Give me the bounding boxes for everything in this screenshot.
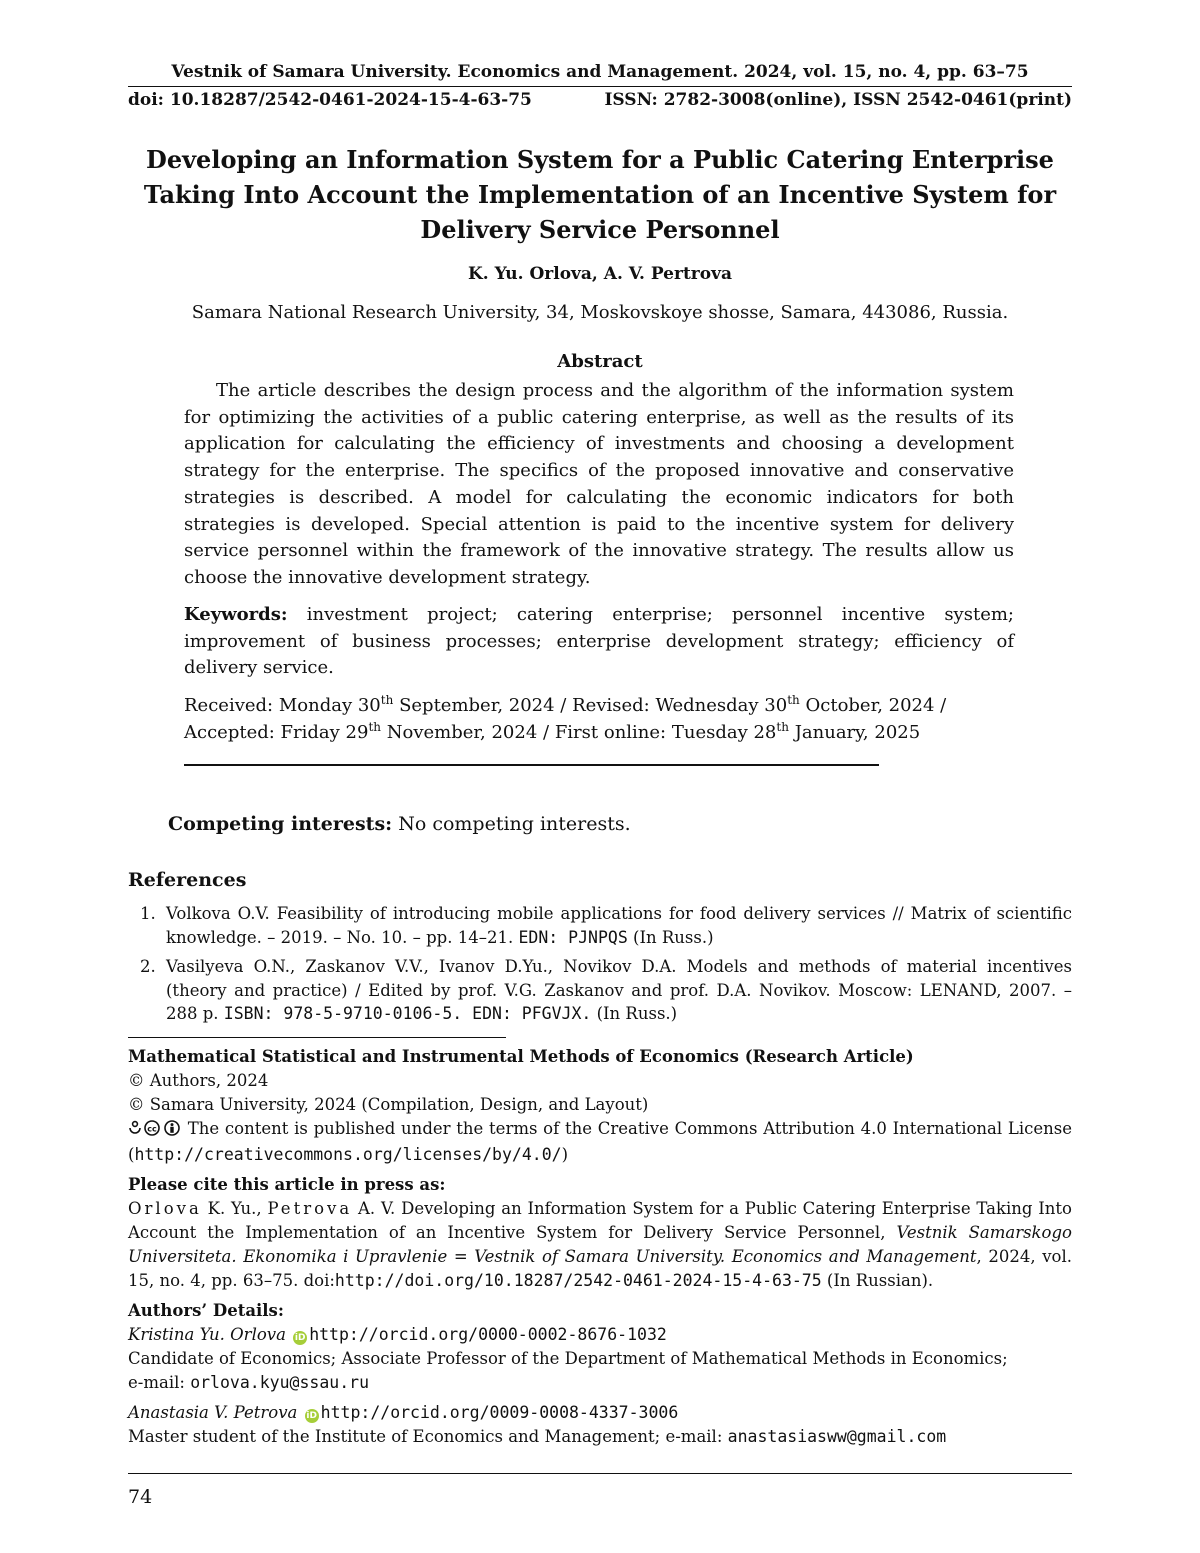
copyright-authors: © Authors, 2024 (128, 1071, 269, 1090)
accepted-label: Accepted: (184, 722, 275, 743)
section-label: Mathematical Statistical and Instrumental Methods of Economics (Research Article) (128, 1047, 914, 1066)
author1-name: Kristina Yu. Orlova (128, 1325, 286, 1344)
creative-commons-icon (128, 1119, 182, 1143)
author1-orcid-link[interactable]: http://orcid.org/0000-0002-8676-1032 (309, 1325, 667, 1344)
references-heading: References (128, 869, 247, 891)
abstract-heading: Abstract (557, 351, 643, 372)
list-item: 2. Vasilyeva O.N., Zaskanov V.V., Ivanov D.Yu., Novikov D.A. Models and methods of material incentives (theory and practice) / Edited by prof. V.G. Zaskanov and prof. D.A. Novikov. Moscow: LENAND, 2007. – 288 p. ISBN: 978-5-9710-0106-5. EDN: PFGVJX. (In Russ.) (140, 957, 1072, 1023)
author2-orcid-link[interactable]: http://orcid.org/0009-0008-4337-3006 (320, 1403, 679, 1422)
author1-description: Candidate of Economics; Associate Professor of the Department of Mathematical Methods in Economics; (128, 1349, 1008, 1368)
article-dates (184, 692, 1014, 746)
author1-line (128, 1323, 1072, 1347)
doi-issn-line (128, 90, 1072, 110)
competing-label: Competing interests: (168, 813, 393, 835)
competing-interests (168, 813, 631, 835)
affiliation: Samara National Research University, 34, Moskovskoye shosse, Samara, 443086, Russia. (191, 302, 1009, 323)
revised-label: Revised: (572, 695, 650, 716)
orcid-icon: iD (306, 1411, 317, 1421)
cite-label: Please cite this article in press as: (128, 1175, 446, 1194)
received-date: Monday 30th September, 2024 / (278, 693, 567, 716)
keywords-text: investment project; catering enterprise; personnel incentive system; improvement of business processes; enterprise development strategy; efficiency of delivery service. (184, 604, 1014, 678)
license-statement: cc The content is published under the terms of the Creative Commons Attribution 4.0 International License (http://creativecommons.org/licenses/by/4.0/) (128, 1119, 1072, 1164)
page-number: 74 (128, 1486, 153, 1508)
svg-text:cc: cc (147, 1124, 157, 1134)
author1-email-line: e-mail: orlova.kyu@ssau.ru (128, 1373, 369, 1392)
author2-line (128, 1401, 1072, 1425)
paper-title: Developing an Information System for a Public Catering Enterprise Taking Into Account the Implementation of an Incentive System for Delivery Service Personnel (143, 145, 1057, 244)
dates-rule (184, 764, 879, 766)
footnote-rule (128, 1037, 506, 1038)
reference-list (128, 902, 1072, 1032)
online-label: First online: (554, 722, 667, 743)
received-label: Received: (184, 695, 274, 716)
citation-text: Orlova K. Yu., Petrova A. V. Developing an Information System for a Public Catering Enterprise Taking Into Account the Implementation of an Incentive System for Delivery Service Personnel, Vestnik Samarskogo Universiteta. Ekonomika i Upravlenie = Vestnik of Samara University. Economics and Management, 2024, vol. 15, no. 4, pp. 63–75. doi:http://doi.org/10.18287/2542-0461-2024-15-4-63-75 (In Russian). (128, 1199, 1072, 1290)
author2-email-link[interactable]: anastasiasww@gmail.com (727, 1427, 947, 1446)
issn-text: ISSN: 2782-3008(online), ISSN 2542-0461(print) (604, 90, 1072, 110)
reference-number: 2. (140, 957, 156, 976)
running-head: Vestnik of Samara University. Economics and Management. 2024, vol. 15, no. 4, pp. 63–75 (171, 62, 1029, 82)
accepted-date: Friday 29th November, 2024 / (280, 720, 550, 743)
author2-description: Master student of the Institute of Economics and Management; e-mail: anastasiasww@gmail.com (128, 1427, 947, 1446)
abstract-text: The article describes the design process and the algorithm of the information system for optimizing the activities of a public catering enterprise, as well as the results of its application for calculating the efficiency of investments and choosing a development strategy for the enterprise. The specifics of the proposed innovative and conservative strategies is described. A model for calculating the economic indicators for both strategies is developed. Special attention is paid to the incentive system for delivery service personnel within the framework of the innovative strategy. The results allow us choose the innovative development strategy. (184, 380, 1014, 588)
online-date: Tuesday 28th January, 2025 (671, 720, 921, 743)
author-list: K. Yu. Orlova, A. V. Pertrova (468, 264, 732, 284)
competing-text: No competing interests. (398, 813, 631, 835)
citation-journal: Vestnik Samarskogo Universiteta. Ekonomika i Upravlenie = Vestnik of Samara University. Economics and Management (128, 1223, 1072, 1266)
keywords (184, 602, 1014, 682)
authors-details-label: Authors’ Details: (128, 1301, 284, 1320)
footer-rule (128, 1473, 1072, 1474)
reference-code: EDN: PJNPQS (518, 927, 628, 947)
header-rule (128, 86, 1072, 87)
reference-number: 1. (140, 904, 156, 923)
reference-code: ISBN: 978-5-9710-0106-5. EDN: PFGVJX. (223, 1004, 592, 1023)
author1-email-link[interactable]: orlova.kyu@ssau.ru (190, 1373, 369, 1392)
license-text: The content is published under the terms of the Creative Commons Attribution 4.0 International License (187, 1119, 1072, 1138)
author2-name: Anastasia V. Petrova (128, 1403, 298, 1422)
copyright-university: © Samara University, 2024 (Compilation, Design, and Layout) (128, 1095, 649, 1114)
list-item: 1. Volkova O.V. Feasibility of introducing mobile applications for food delivery services // Matrix of scientific knowledge. – 2019. – No. 10. – pp. 14–21. EDN: PJNPQS (In Russ.) (140, 904, 1072, 947)
orcid-icon: iD (294, 1333, 306, 1343)
citation-doi-link[interactable]: http://doi.org/10.18287/2542-0461-2024-15-4-63-75 (334, 1271, 822, 1290)
article-footer (128, 1045, 1072, 1449)
keywords-label: Keywords: (184, 604, 288, 625)
license-link[interactable]: http://creativecommons.org/licenses/by/4.0/ (134, 1145, 562, 1164)
doi-text: doi: 10.18287/2542-0461-2024-15-4-63-75 (128, 90, 532, 110)
revised-date: Wednesday 30th October, 2024 / (655, 693, 947, 716)
